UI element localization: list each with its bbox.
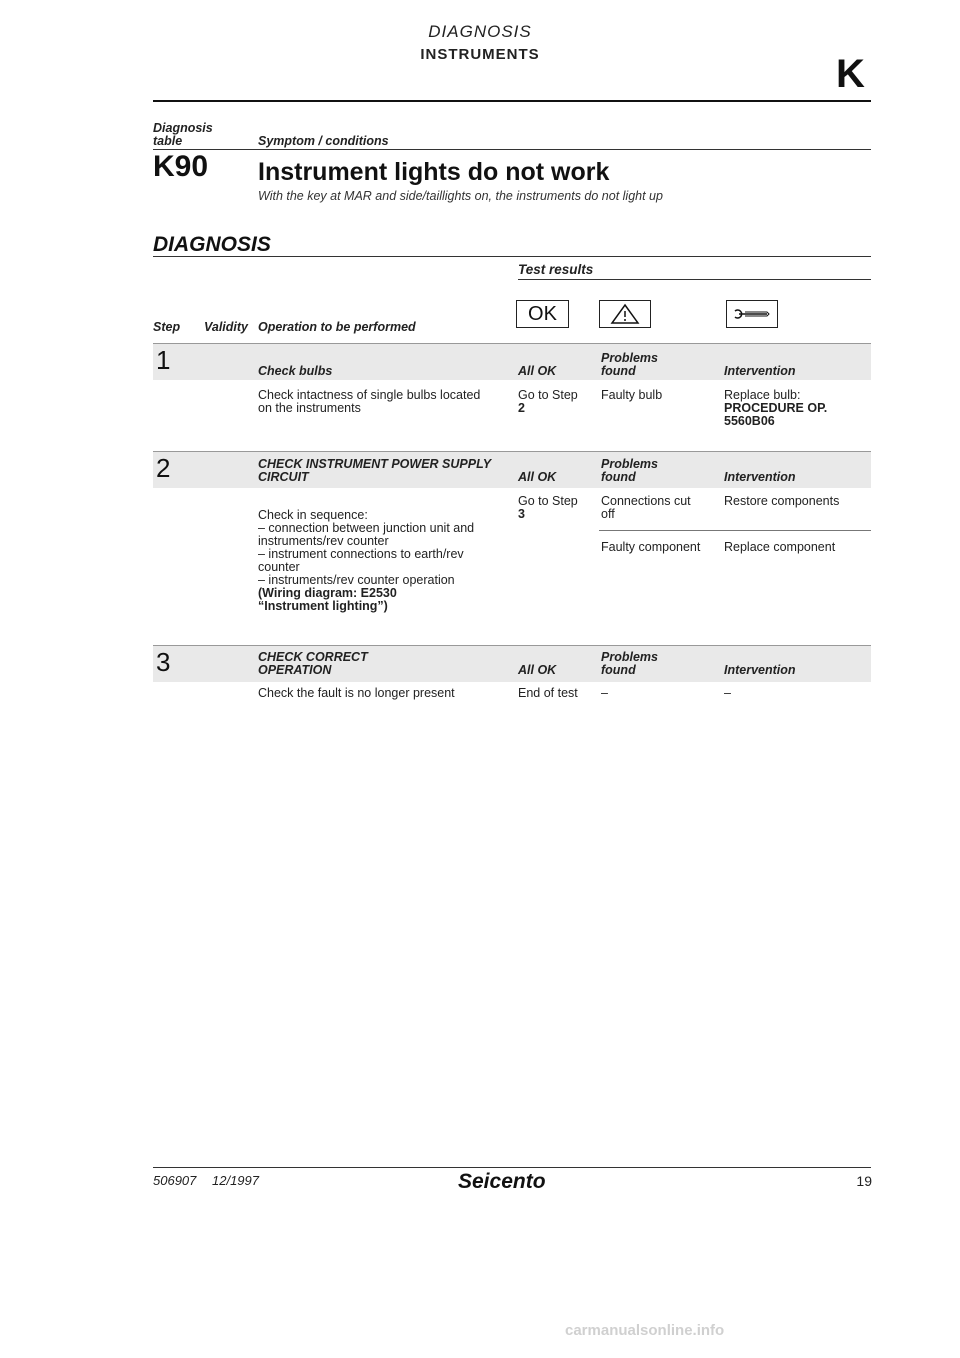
step-3-result-ok: End of test [518,686,578,700]
step-2-goto: Go to Step 3 [518,494,578,521]
step-3-operation: Check the fault is no longer present [258,686,455,700]
wrench-icon [726,300,778,328]
ok-icon: OK [516,300,569,328]
step-col-label: Step [153,320,181,334]
symptom-conditions-label: Symptom / conditions [258,134,389,148]
step-3-number: 3 [156,647,171,677]
doc-date: 12/1997 [212,1173,259,1188]
step-3-intervention-label: Intervention [724,663,796,677]
step-2-intervention-label: Intervention [724,470,796,484]
step-2-row-divider [599,530,871,531]
step-1-problems-found: Problems found [601,351,658,378]
step-1-heading: Check bulbs [258,364,333,378]
step-2-heading: CHECK INSTRUMENT POWER SUPPLY CIRCUIT [258,457,492,484]
step-1-intervention-a: Replace bulb: PROCEDURE OP. 5560B06 [724,388,828,428]
header-rule [153,100,871,102]
watermark: carmanualsonline.info [565,1322,725,1339]
step-2-intervention-a: Restore components [724,494,840,508]
table-head-rule [153,149,871,150]
step-1-intervention-label: Intervention [724,364,796,378]
fault-condition: With the key at MAR and side/taillights on, the instruments do not light up [258,189,663,203]
brand-logo: Seicento [458,1170,546,1193]
step-2-intervention-b: Replace component [724,540,836,554]
step-3-problem-a: – [601,686,608,700]
step-2-problems-found: Problems found [601,457,658,484]
step-3-intervention-a: – [724,686,731,700]
fault-code: K90 [153,150,209,183]
operation-col-label: Operation to be performed [258,320,416,334]
validity-col-label: Validity [204,320,248,334]
step-1-goto: Go to Step 2 [518,388,578,415]
step-1-problem-a: Faulty bulb [601,388,663,402]
fault-title: Instrument lights do not work [258,158,610,186]
step-3-problems-found: Problems found [601,650,658,677]
doc-code: 506907 [153,1173,197,1188]
step-2-all-ok: All OK [518,470,557,484]
footer-rule [153,1167,871,1168]
diagnosis-heading: DIAGNOSIS [153,233,271,256]
diagnosis-rule [153,256,871,257]
group-letter: K [836,52,865,96]
page-number: 19 [856,1173,872,1189]
step-2-problem-a: Connections cut off [601,494,691,521]
step-1-operation: Check intactness of single bulbs located on the instruments [258,388,481,415]
diagnosis-table-label: Diagnosis table [153,121,213,148]
step-2-operation: Check in sequence: – connection between junction unit and instruments/rev counter – instrument connections to earth/rev counter – instruments/rev counter operation (Wiring diagram: E2530 “Instrument lighting”) [258,508,475,613]
test-results-label: Test results [518,262,594,277]
step-1-number: 1 [156,345,171,375]
step-2-problem-b: Faulty component [601,540,701,554]
warning-triangle-icon [599,300,651,328]
step-3-heading: CHECK CORRECT OPERATION [258,650,368,677]
section-title: DIAGNOSIS [428,22,532,41]
subsection-title: INSTRUMENTS [420,46,540,63]
step-1-all-ok: All OK [518,364,557,378]
step-2-number: 2 [156,453,171,483]
test-results-rule [518,279,871,280]
step-3-all-ok: All OK [518,663,557,677]
